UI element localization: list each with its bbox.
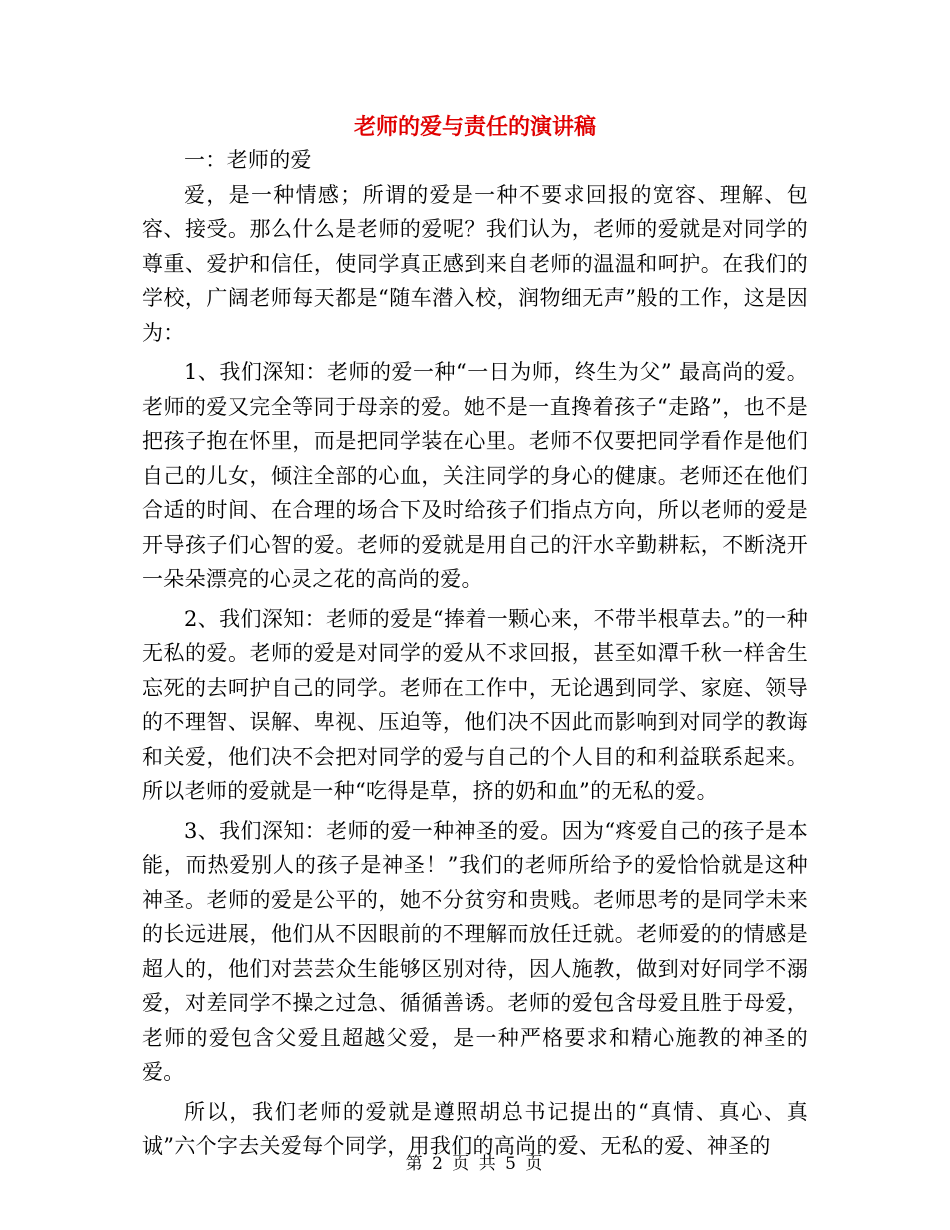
paragraph-point-3: 3、我们深知：老师的爱一种神圣的爱。因为“疼爱自己的孩子是本能，而热爱别人的孩子是神圣！”我们的老师所给予的爱恰恰就是这种神圣。老师的爱是公平的，她不分贫穷和贵贱。老师思考的是同学未来的长远进展，他们从不因眼前的不理解而放任迁就。老师爱的的情感是超人的，他们对芸芸众生能够区别对待，因人施教，做到对好同学不溺爱，对差同学不操之过急、循循善诱。老师的爱包含母爱且胜于母爱，老师的爱包含父爱且超越父爱，是一种严格要求和精心施教的神圣的爱。	[142, 818, 808, 1084]
document-body	[142, 143, 808, 1164]
paragraph-intro: 爱，是一种情感；所谓的爱是一种不要求回报的宽容、理解、包容、接受。那么什么是老师的爱呢？我们认为，老师的爱就是对同学的尊重、爱护和信任，使同学真正感到来自老师的温温和呵护。在我们的学校，广阔老师每天都是“随车潜入校，润物细无声”般的工作，这是因为：	[142, 182, 808, 345]
section-heading: 一：老师的爱	[184, 148, 312, 172]
page-number-footer: 第 2 页 共 5 页	[405, 1154, 545, 1174]
paragraph-conclusion: 所以，我们老师的爱就是遵照胡总书记提出的“真情、真心、真诚”六个字去关爱每个同学，用我们的高尚的爱、无私的爱、神圣的	[142, 1099, 808, 1158]
paragraph-point-1: 1、我们深知：老师的爱一种“一日为师，终生为父” 最高尚的爱。老师的爱又完全等同于母亲的爱。她不是一直搀着孩子“走路”，也不是把孩子抱在怀里，而是把同学装在心里。老师不仅要把同学看作是他们自己的儿女，倾注全部的心血，关注同学的身心的健康。老师还在他们合适的时间、在合理的场合下及时给孩子们指点方向，所以老师的爱是开导孩子们心智的爱。老师的爱就是用自己的汗水辛勤耕耘，不断浇开一朵朵漂亮的心灵之花的高尚的爱。	[142, 360, 808, 591]
paragraph-point-2: 2、我们深知：老师的爱是“捧着一颗心来，不带半根草去。”的一种无私的爱。老师的爱是对同学的爱从不求回报，甚至如潭千秋一样舍生忘死的去呵护自己的同学。老师在工作中，无论遇到同学、家庭、领导的不理智、误解、卑视、压迫等，他们决不因此而影响到对同学的教诲和关爱，他们决不会把对同学的爱与自己的个人目的和利益联系起来。所以老师的爱就是一种“吃得是草，挤的奶和血”的无私的爱。	[142, 606, 808, 803]
document-title: 老师的爱与责任的演讲稿	[353, 114, 596, 140]
